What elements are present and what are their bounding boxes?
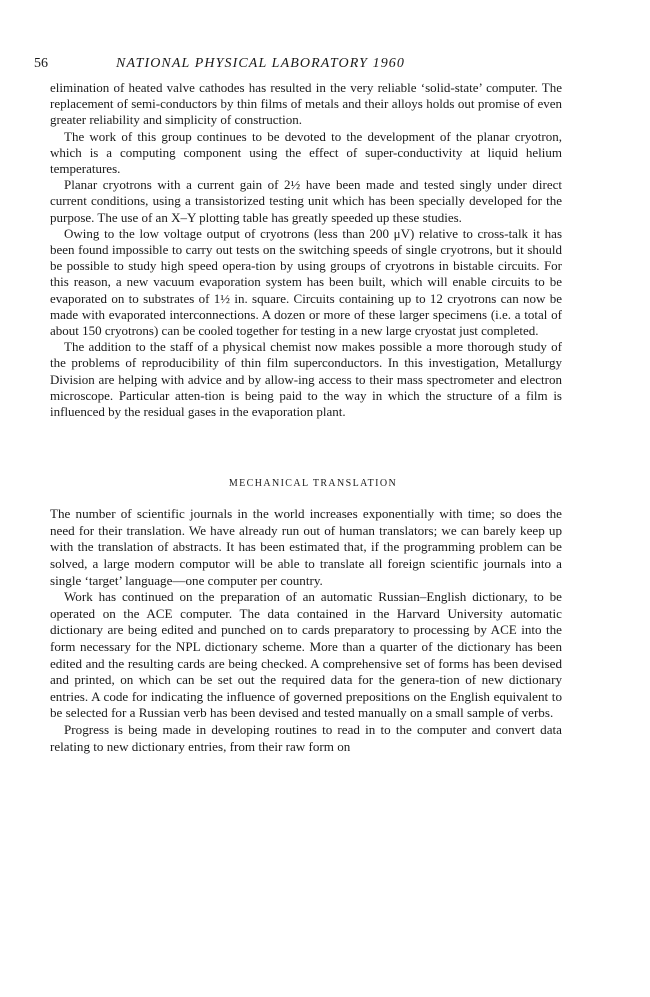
body-paragraph: Planar cryotrons with a current gain of 2½ have been made and tested singly under direct current conditions, using a transistorized testing unit which has been specially developed for the purpose. The use of an X–Y plotting table has greatly speeded up these studies. <box>50 177 562 225</box>
running-header <box>34 56 562 80</box>
body-paragraph: Work has continued on the preparation of an automatic Russian–English dictionary, to be operated on the ACE computer. The data contained in the Harvard University automatic dictionary are being edited and punched on to cards preparatory to processing by ACE into the form necessary for the NPL dictionary scheme. More than a quarter of the dictionary has been edited and the resulting cards are being checked. A comprehensive set of forms has been devised and printed, on which can be set out the required data for the genera-tion of new dictionary entries. A code for indicating the influence of governed prepositions on the English equivalent to be selected for a Russian verb has been devised and tested manually on a small sample of verbs. <box>50 589 562 721</box>
body-paragraph: The addition to the staff of a physical chemist now makes possible a more thorough study of the problems of reproducibility of thin film superconductors. In this investigation, Metallurgy Division are helping with advice and by allow-ing access to their mass spectrometer and electron microscope. Particular atten-tion is being paid to the way in which the structure of a film is influenced by the residual gases in the evaporation plant. <box>50 339 562 420</box>
body-paragraph: Owing to the low voltage output of cryotrons (less than 200 μV) relative to cross-talk it has been found impossible to carry out tests on the switching speeds of single cryotrons, but it should be possible to study high speed opera-tion by using groups of cryotrons in bistable circuits. For this reason, a new vacuum evaporation system has been built, which will enable circuits to be evaporated on to substrates of 1½ in. square. Circuits containing up to 12 cryotrons can now be made with evaporated interconnections. A dozen or more of these larger specimens (i.e. a total of about 150 cryotrons) can be cooled together for testing in a new large cryostat just completed. <box>50 225 562 339</box>
cryotron-section <box>50 80 562 420</box>
body-paragraph: elimination of heated valve cathodes has resulted in the very reliable ‘solid-state’ computer. The replacement of semi-conductors by thin films of metals and their alloys holds out promise of even greater reliability and simplicity of construction. <box>50 80 562 128</box>
page-number: 56 <box>34 56 48 71</box>
mechanical-translation-section <box>50 506 562 755</box>
body-paragraph: The number of scientific journals in the world increases exponentially with time; so does the need for their translation. We have already run out of human translators; we can barely keep up with the translation of abstracts. It has been estimated that, if the programming problem can be solved, a large modern computor will be able to translate all foreign scientific journals into a single ‘target’ language—one computer per country. <box>50 506 562 588</box>
body-paragraph: The work of this group continues to be devoted to the development of the planar cryotron, which is a computing component using the effect of super-conductivity at liquid helium temperatures. <box>50 128 562 177</box>
body-paragraph: Progress is being made in developing routines to read in to the computer and convert data relating to new dictionary entries, from their raw form on <box>50 721 562 754</box>
section-heading: MECHANICAL TRANSLATION <box>228 478 398 490</box>
document-page <box>34 56 562 755</box>
section-gap <box>50 420 562 478</box>
journal-title: NATIONAL PHYSICAL LABORATORY 1960 <box>116 56 405 71</box>
